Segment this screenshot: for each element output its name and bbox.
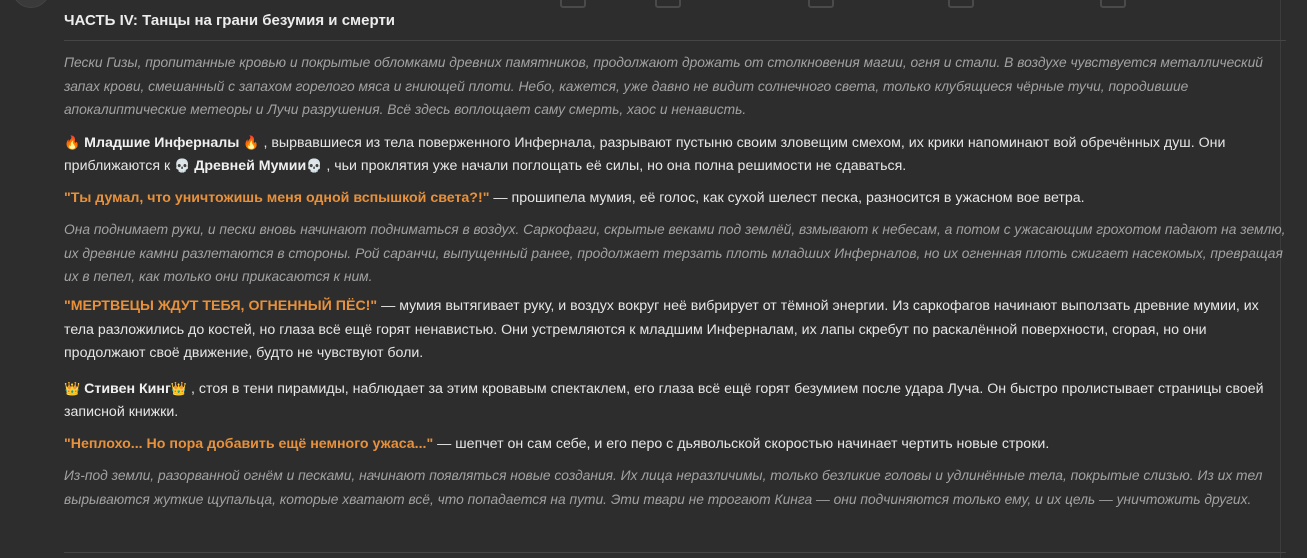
paragraph-text: , стоя в тени пирамиды, наблюдает за этим кровавым спектаклем, его глаза всё ещё горят безумием после удара Луча. Он быстро пролистывает страницы своей записной книжки. xyxy=(64,380,1264,421)
post-title: ЧАСТЬ IV: Танцы на грани безумия и смерти xyxy=(64,12,396,29)
paragraph-infernals xyxy=(64,132,1286,179)
narration-paragraph: Она поднимает руки, и пески вновь начинают подниматься в воздух. Саркофаги, скрытые веками под землёй, взмывают к небесам, а потом с ужасающим грохотом падают на землю, их древние камни разлетаются в стороны. Рой саранчи, выпущенный ранее, продолжает терзать плоть младших Инферналов, но их огненная плоть сжигает насекомых, превращая их в пепел, как только они прикасаются к ним. xyxy=(64,222,1286,285)
paragraph-quote-1 xyxy=(64,187,1286,211)
divider xyxy=(64,552,1286,553)
narration-paragraph: Из-под земли, разорванной огнём и песками, начинают появляться новые создания. Их лица неразличимы, только безликие головы и удлинённые тела, покрытые слизью. Из их тел вырываются жуткие щупальца, которые хватают всё, что попадается на пути. Эти твари не трогают Кинга — они подчиняются только ему, и их цель — уничтожить других. xyxy=(64,468,1263,507)
paragraph-king xyxy=(64,378,1286,425)
paragraph-text: — мумия вытягивает руку, и воздух вокруг неё вибрирует от тёмной энергии. Из саркофагов начинают выползать древние мумии, их тела разложились до костей, но глаза всё ещё горят ненавистью. Они устремляются к младшим Инферналам, их лапы скребут по раскалённой поверхности, сгорая, но они продолжают своё движение, будто не чувствуют боли. xyxy=(64,298,1259,362)
character-name: Младшие Инферналы xyxy=(84,134,240,151)
character-name: Стивен Кинг xyxy=(84,380,171,397)
paragraph-text: , вырвавшиеся из тела поверженного Инфернала, разрывают пустыню своим зловещим смехом, их крики напоминают вой обречённых душ. Они приближаются к xyxy=(64,134,1226,175)
crown-icon: 👑 xyxy=(64,381,81,397)
skull-icon: 💀 xyxy=(174,159,191,175)
paragraph-quote-3 xyxy=(64,433,1286,457)
fire-icon: 🔥 xyxy=(64,135,81,151)
paragraph-text: — прошипела мумия, её голос, как сухой шелест песка, разносится в ужасном вое ветра. xyxy=(489,189,1085,206)
dialogue-quote: "Ты думал, что уничтожишь меня одной вспышкой света?!" xyxy=(64,189,490,206)
divider xyxy=(64,40,1286,41)
fire-icon: 🔥 xyxy=(243,135,260,151)
paragraph-quote-2 xyxy=(64,295,1286,366)
paragraph-text: — шепчет он сам себе, и его перо с дьявольской скоростью начинает чертить новые строки. xyxy=(433,435,1050,452)
skull-icon: 💀 xyxy=(306,159,323,175)
crown-icon: 👑 xyxy=(170,381,188,397)
dialogue-quote: "Неплохо... Но пора добавить ещё немного ужаса..." xyxy=(64,435,434,452)
character-name: Древней Мумии xyxy=(194,158,307,175)
avatar[interactable] xyxy=(12,0,50,8)
message-body xyxy=(64,6,1286,511)
paragraph-text: , чьи проклятия уже начали поглощать её силы, но она полна решимости не сдаваться. xyxy=(326,158,907,175)
dialogue-quote: "МЕРТВЕЦЫ ЖДУТ ТЕБЯ, ОГНЕННЫЙ ПЁС!" xyxy=(64,298,378,315)
intro-paragraph: Пески Гизы, пропитанные кровью и покрытые обломками древних памятников, продолжают дрожать от столкновения магии, огня и стали. В воздухе чувствуется металлический запах крови, смешанный с запахом горелого мяса и гниющей плоти. Небо, кажется, уже давно не видит солнечного света, только клубящиеся чёрные тучи, породившие апокалиптические метеоры и Лучи разрушения. Всё здесь воплощает саму смерть, хаос и ненависть. xyxy=(64,55,1263,118)
